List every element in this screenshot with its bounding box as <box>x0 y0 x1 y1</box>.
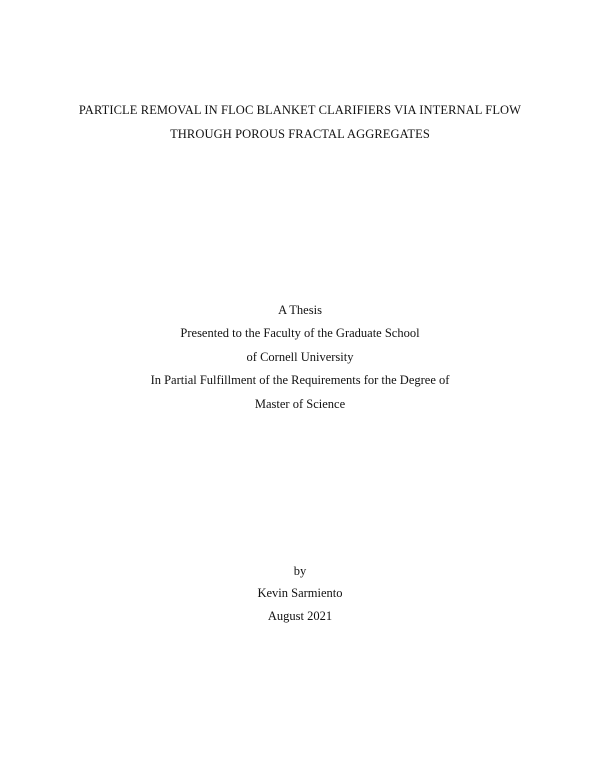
thesis-label: A Thesis <box>278 303 322 317</box>
title-line-1: PARTICLE REMOVAL IN FLOC BLANKET CLARIFIERS VIA INTERNAL FLOW <box>78 103 522 117</box>
author-name: Kevin Sarmiento <box>257 586 343 600</box>
degree-line: Master of Science <box>254 397 346 411</box>
university-line: of Cornell University <box>246 350 354 364</box>
title-line-2: THROUGH POROUS FRACTAL AGGREGATES <box>170 127 430 141</box>
by-label: by <box>293 564 307 578</box>
fulfillment-line: In Partial Fulfillment of the Requirements for the Degree of <box>150 373 450 387</box>
presented-to-line: Presented to the Faculty of the Graduate School <box>180 326 420 340</box>
submission-date: August 2021 <box>267 609 333 623</box>
